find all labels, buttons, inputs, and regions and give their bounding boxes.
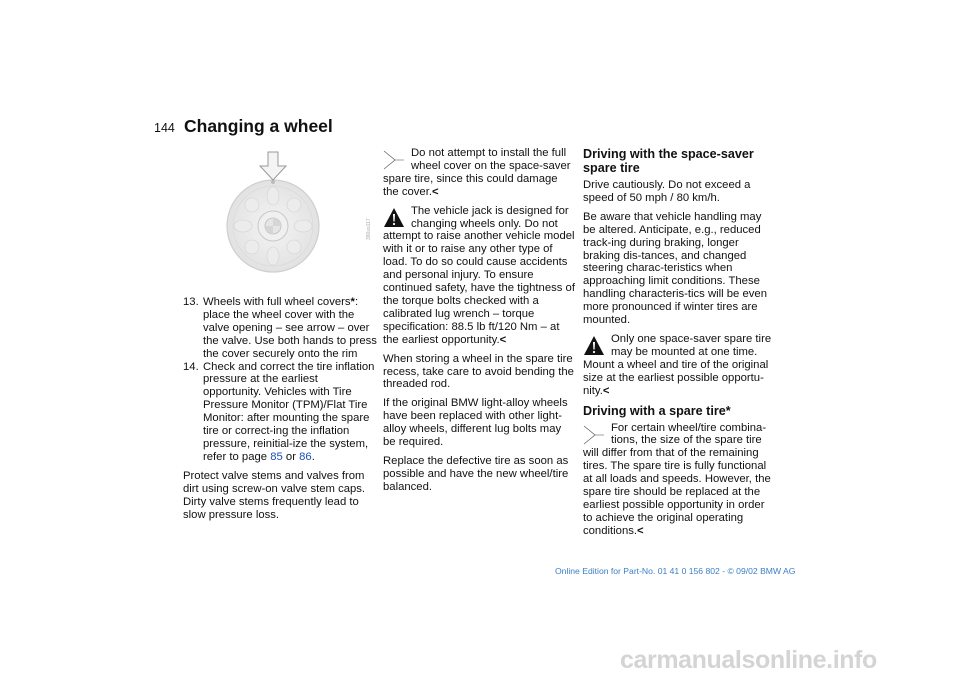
note-text: For certain wheel/tire combina-tions, the size of the spare tire will differ from that of the remaining tires. The spare tire is fully functional at all loads and speeds. However, the spare tire should be replaced at the earliest possible opportunity in order to achieve the original operating conditions.: [583, 421, 771, 537]
valve-paragraph: Protect valve stems and valves from dirt using screw-on valve stem caps. Dirty valve stems frequently lead to slow pressure loss.: [183, 469, 366, 521]
column-2: [383, 147, 576, 500]
section-heading-spare-tire: Driving with a spare tire*: [583, 403, 731, 418]
watermark: carmanualsonline.info: [620, 646, 877, 674]
step-13: [183, 296, 377, 361]
figure-code: 390us117: [366, 218, 372, 240]
step-number: 14.: [183, 360, 199, 373]
or-text: or: [285, 450, 296, 463]
colon: :: [354, 296, 359, 308]
section-heading-space-saver: Driving with the space-saver spare tire: [583, 147, 754, 175]
step-list: [183, 296, 377, 464]
handling-paragraph: Be aware that vehicle handling may be altered. Anticipate, e.g., reduced track-ing during braking, longer braking dis-tances, and changed steering charac-teristics when approaching limit conditions. These handling characteris-tics will be even more pronounced if winter tires are mounted.: [583, 210, 767, 327]
end-marker: <: [637, 524, 644, 537]
note-text: Only one space-saver spare tire may be mounted at one time. Mount a wheel and tire of the original size at the earliest possible opportu-nity.: [583, 332, 772, 397]
end-marker: <: [602, 384, 610, 397]
storing-paragraph: When storing a wheel in the spare tire recess, take care to avoid bending the threaded rod.: [383, 352, 574, 391]
note-one-spare: [583, 333, 777, 398]
wheel-cover-icon: [183, 150, 369, 278]
step-number: 13.: [183, 296, 199, 308]
star-marker: *: [350, 296, 355, 308]
step-14-text: Check and correct the tire inflation pressure at the earliest opportunity. Vehicles with Tire Pressure Monitor (TPM)/Flat Tire Monitor: after mounting the spare tire or correct-ing the inflation pressure, reinitial-ize the system, refer to page: [203, 360, 375, 463]
step-13-text: place the wheel cover with the valve opening – see arrow – over the valve. Use both hands to press the cover securely onto the rim: [203, 308, 377, 360]
wheel-cover-illustration: [183, 150, 369, 278]
note-text: The vehicle jack is designed for changing wheels only. Do not attempt to raise another vehicle model with it or to raise any other type of load. To do so could cause accidents and personal injury.: [383, 204, 575, 282]
page-title: Changing a wheel: [184, 116, 333, 136]
warning-icon: [583, 335, 605, 357]
note-vehicle-jack: [383, 205, 576, 347]
step-13-lead: Wheels with full wheel covers: [203, 296, 351, 308]
note-arrow-icon: [583, 424, 605, 446]
footer-edition: Online Edition for Part-No. 01 41 0 156 802 - © 09/02 BMW AG: [555, 566, 796, 576]
page-link-86[interactable]: 86: [299, 450, 312, 463]
column-3: [583, 147, 777, 544]
step-14: [183, 361, 377, 464]
end-marker: <: [499, 333, 507, 346]
torque-text: To ensure continued safety, have the tightness of the torque bolts checked with a calibrated lug wrench – torque specification: 88.5 lb ft/120 Nm – at the earliest opportunity.: [383, 269, 575, 346]
note-spare-size: [583, 422, 777, 538]
replace-paragraph: Replace the defective tire as soon as possible and have the new wheel/tire balanced.: [383, 454, 569, 493]
page-number: 144: [154, 121, 175, 135]
column-1: [183, 296, 377, 527]
note-text: Do not attempt to install the full wheel cover on the space-saver spare tire, since this could damage the cover.: [383, 147, 571, 198]
page-link-85[interactable]: 85: [270, 450, 283, 463]
note-arrow-icon: [383, 149, 405, 171]
drive-paragraph: Drive cautiously. Do not exceed a speed of 50 mph / 80 km/h.: [583, 179, 751, 204]
alloy-paragraph: If the original BMW light-alloy wheels have been replaced with other light-alloy wheels, different lug bolts may be required.: [383, 397, 568, 449]
period: .: [311, 450, 315, 463]
end-marker: <: [431, 185, 439, 198]
warning-icon: [383, 207, 405, 229]
note-wheel-cover: [383, 147, 576, 199]
